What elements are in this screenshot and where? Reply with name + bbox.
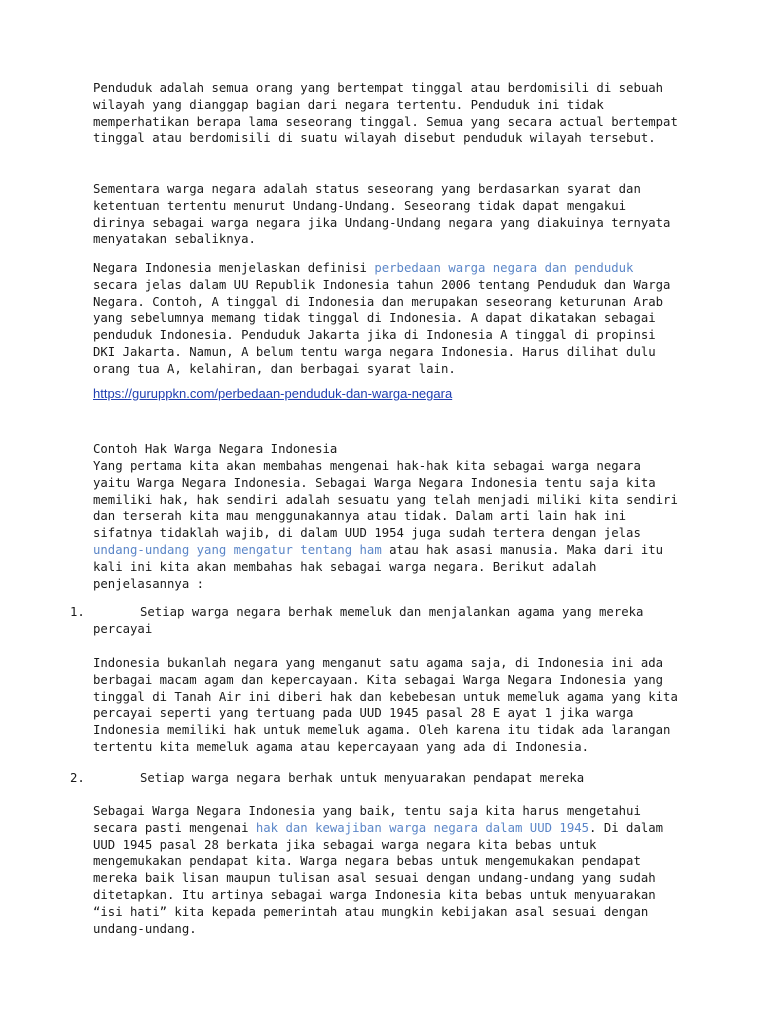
list-item-body-1: Indonesia bukanlah negara yang menganut satu agama saja, di Indonesia ini ada berbagai macam agam dan kepercayaan. Kita sebagai Warga Negara Indonesia yang tinggal di Tanah Air ini diberi hak dan kebebesan untuk memeluk agama yang kita percayai seperti yang tertuang pada UUD 1945 pasal 28 E ayat 1 jika warga Indonesia memiliki hak untuk memeluk agama. Oleh karena itu tidak ada larangan tertentu kita memeluk agama atau kepercayaan yang ada di Indonesia. (93, 656, 678, 754)
link-hak-kewajiban[interactable]: hak dan kewajiban warga negara dalam UUD 1945 (255, 820, 590, 835)
source-link-row (93, 386, 683, 403)
source-url-link[interactable]: https://guruppkn.com/perbedaan-penduduk-dan-warga-negara (93, 386, 453, 401)
section-title: Contoh Hak Warga Negara Indonesia (93, 442, 338, 456)
paragraph-text: . Di dalam UUD 1945 pasal 28 berkata jika sebagai warga negara kita bebas untuk mengemukakan pendapat kita. Warga negara bebas untuk mengemukakan pendapat mereka baik lisan maupun tulisan asal sesuai dengan undang-undang yang sudah ditetapkan. Itu artinya sebagai warga Indonesia kita bebas untuk menyuarakan “isi hati” kita kepada pemerintah atau mungkin kebijakan asal sesuai dengan undang-undang. (93, 820, 664, 936)
list-item-title-1: Setiap warga negara berhak memeluk dan menjalankan agama yang mereka percayai (93, 605, 644, 636)
paragraph-warga-negara: Sementara warga negara adalah status seseorang yang berdasarkan syarat dan ketentuan tertentu menurut Undang-Undang. Seseorang tidak dapat mengakui dirinya sebagai warga negara jika Undang-Undang negara yang diakuinya ternyata menyatakan sebaliknya. (93, 182, 671, 247)
paragraph-definisi (93, 260, 683, 378)
list-item-title-2: Setiap warga negara berhak untuk menyuarakan pendapat mereka (140, 771, 585, 785)
list-number-1: 1. (70, 605, 85, 619)
list-number-2: 2. (70, 771, 85, 785)
paragraph-hak (93, 458, 683, 592)
link-undang-undang-ham[interactable]: undang-undang yang mengatur tentang ham (93, 542, 382, 557)
paragraph-text: Yang pertama kita akan membahas mengenai hak-hak kita sebagai warga negara yaitu Warga Negara Indonesia. Sebagai Warga Negara Indonesia tentu saja kita memiliki hak, hak sendiri adalah sesuatu yang telah menjadi miliki kita sendiri dan terserah kita mau menggunakannya atau tidak. Dalam arti lain hak ini sifatnya tidaklah wajib, di dalam UUD 1954 juga sudah tertera dengan jelas (93, 459, 678, 541)
paragraph-text: atau hak asasi manusia. Maka dari itu kali ini kita akan membahas hak sebagai warga negara. Berikut adalah penjelasannya : (93, 542, 664, 591)
paragraph-text: secara jelas dalam UU Republik Indonesia tahun 2006 tentang Penduduk dan Warga Negara. Contoh, A tinggal di Indonesia dan merupakan seseorang keturunan Arab yang sebelumnya memang tidak tinggal di Indonesia. A dapat dikatakan sebagai penduduk Indonesia. Penduduk Jakarta jika di Indonesia A tinggal di propinsi DKI Jakarta. Namun, A belum tentu warga negara Indonesia. Harus dilihat dulu orang tua A, kelahiran, dan berbagai syarat lain. (93, 277, 671, 376)
paragraph-penduduk: Penduduk adalah semua orang yang bertempat tinggal atau berdomisili di sebuah wilayah yang dianggap bagian dari negara tertentu. Penduduk ini tidak memperhatikan berapa lama seseorang tinggal. Semua yang secara actual bertempat tinggal atau berdomisili di suatu wilayah disebut penduduk wilayah tersebut. (93, 81, 678, 146)
link-perbedaan[interactable]: perbedaan warga negara dan penduduk (374, 261, 634, 275)
paragraph-text: Negara Indonesia menjelaskan definisi (93, 261, 375, 275)
list-item-body-2 (93, 803, 683, 937)
paragraph-text: Sebagai Warga Negara Indonesia yang baik, tentu saja kita harus mengetahui secara pasti mengenai (93, 804, 641, 835)
